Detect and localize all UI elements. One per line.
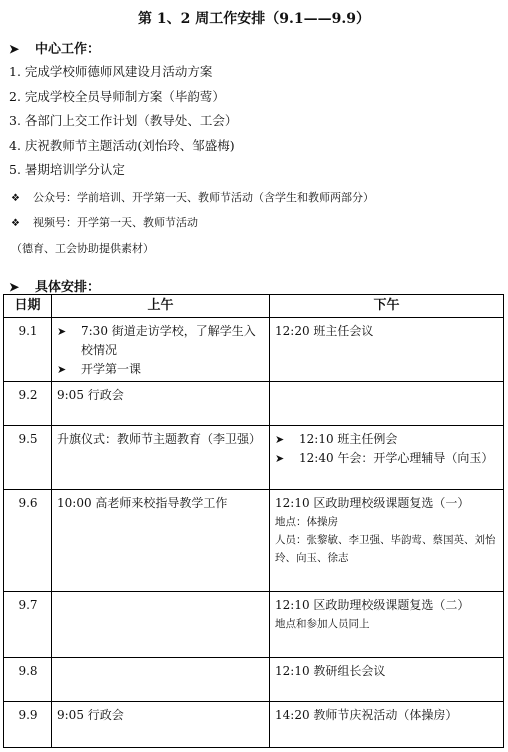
cell-text: 10:00 高老师来校指导教学工作 [57,496,228,510]
table-row [4,318,504,382]
list-item: 2. 完成学校全员导师制方案（毕韵莺） [9,88,225,104]
morning-cell [52,426,270,490]
bullet-item [57,360,265,379]
cell-text: 12:20 班主任会议 [275,324,374,338]
afternoon-cell [270,592,504,658]
note-text: （德育、工会协助提供素材） [11,242,154,255]
schedule-heading-text: 具体安排： [35,280,101,295]
cell-text: 9:05 行政会 [57,708,124,722]
date-cell [4,490,52,592]
bullet-item [275,430,499,449]
cell-detail-text: 地点和参加人员同上 [275,618,370,630]
afternoon-cell [270,382,504,426]
table-row [4,382,504,426]
cell-text: 9:05 行政会 [57,388,124,402]
morning-cell [52,658,270,702]
cell-text: 12:10 教研组长会议 [275,664,386,678]
list-item: 4. 庆祝教师节主题活动(刘怡玲、邹盛梅) [9,137,235,153]
arrow-bullet-icon: ➤ [275,452,285,465]
bullet-text: 7:30 街道走访学校，了解学生入校情况 [81,324,256,357]
bullet-text: 12:40 午会：开学心理辅导（向玉） [299,451,494,465]
central-heading-text: 中心工作： [35,42,101,57]
morning-cell [52,490,270,592]
afternoon-cell [270,490,504,592]
table-row [4,702,504,748]
date-cell [4,592,52,658]
sub-item-text: 视频号：开学第一天、教师节活动 [33,216,198,229]
morning-cell [52,318,270,382]
date-cell [4,658,52,702]
central-work-heading [9,38,100,57]
table-row [4,426,504,490]
arrow-bullet-icon: ➤ [9,280,20,294]
table-row [4,592,504,658]
list-item: 5. 暑期培训学分认定 [9,162,125,177]
list-item: 1. 完成学校师德师风建设月活动方案 [9,64,213,79]
cell-detail-text: 地点：体操房 [275,516,338,528]
date-text: 9.7 [18,598,38,612]
sub-item-wechat [11,189,374,205]
diamond-bullet-icon: ❖ [11,193,20,204]
date-text: 9.8 [18,664,38,678]
morning-cell [52,702,270,748]
list-item: 3. 各部门上交工作计划（教导处、工会） [9,113,238,128]
date-cell [4,702,52,748]
bullet-item [275,449,499,468]
table-row [4,658,504,702]
diamond-bullet-icon: ❖ [11,218,20,229]
cell-text: 12:10 区政助理校级课题复选（一） [275,496,470,510]
bullet-text: 开学第一课 [81,362,142,376]
arrow-bullet-icon: ➤ [57,325,67,338]
date-text: 9.1 [18,324,38,338]
table-row [4,490,504,592]
central-work-list [9,60,237,183]
date-text: 9.5 [18,432,38,446]
bullet-item [57,322,265,360]
bullet-text: 12:10 班主任例会 [299,432,398,446]
afternoon-cell [270,318,504,382]
date-text: 9.6 [18,496,38,510]
cell-text: 14:20 教师节庆祝活动（体操房） [275,708,458,722]
cell-detail-text: 人员：张黎敏、李卫强、毕韵莺、蔡国英、刘怡玲、向玉、徐志 [275,534,496,564]
cell-text: 12:10 区政助理校级课题复选（二） [275,598,470,612]
table-header-row [4,295,504,318]
arrow-bullet-icon: ➤ [9,42,20,56]
schedule-heading [9,276,100,295]
header-morning: 上午 [52,295,270,318]
morning-cell [52,592,270,658]
morning-cell [52,382,270,426]
cell-text: 升旗仪式：教师节主题教育（李卫强） [57,432,262,446]
date-text: 9.2 [18,388,38,402]
page-title: 第 1、2 周工作安排（9.1——9.9） [138,11,370,27]
afternoon-cell [270,658,504,702]
arrow-bullet-icon: ➤ [57,363,67,376]
date-cell [4,318,52,382]
date-text: 9.9 [18,708,38,722]
schedule-table [3,294,504,748]
date-cell [4,382,52,426]
date-cell [4,426,52,490]
afternoon-cell [270,426,504,490]
header-date: 日期 [4,295,52,318]
sub-item-video [11,214,198,230]
arrow-bullet-icon: ➤ [275,433,285,446]
sub-item-text: 公众号：学前培训、开学第一天、教师节活动（含学生和教师两部分） [33,191,374,204]
afternoon-cell [270,702,504,748]
header-afternoon: 下午 [270,295,504,318]
